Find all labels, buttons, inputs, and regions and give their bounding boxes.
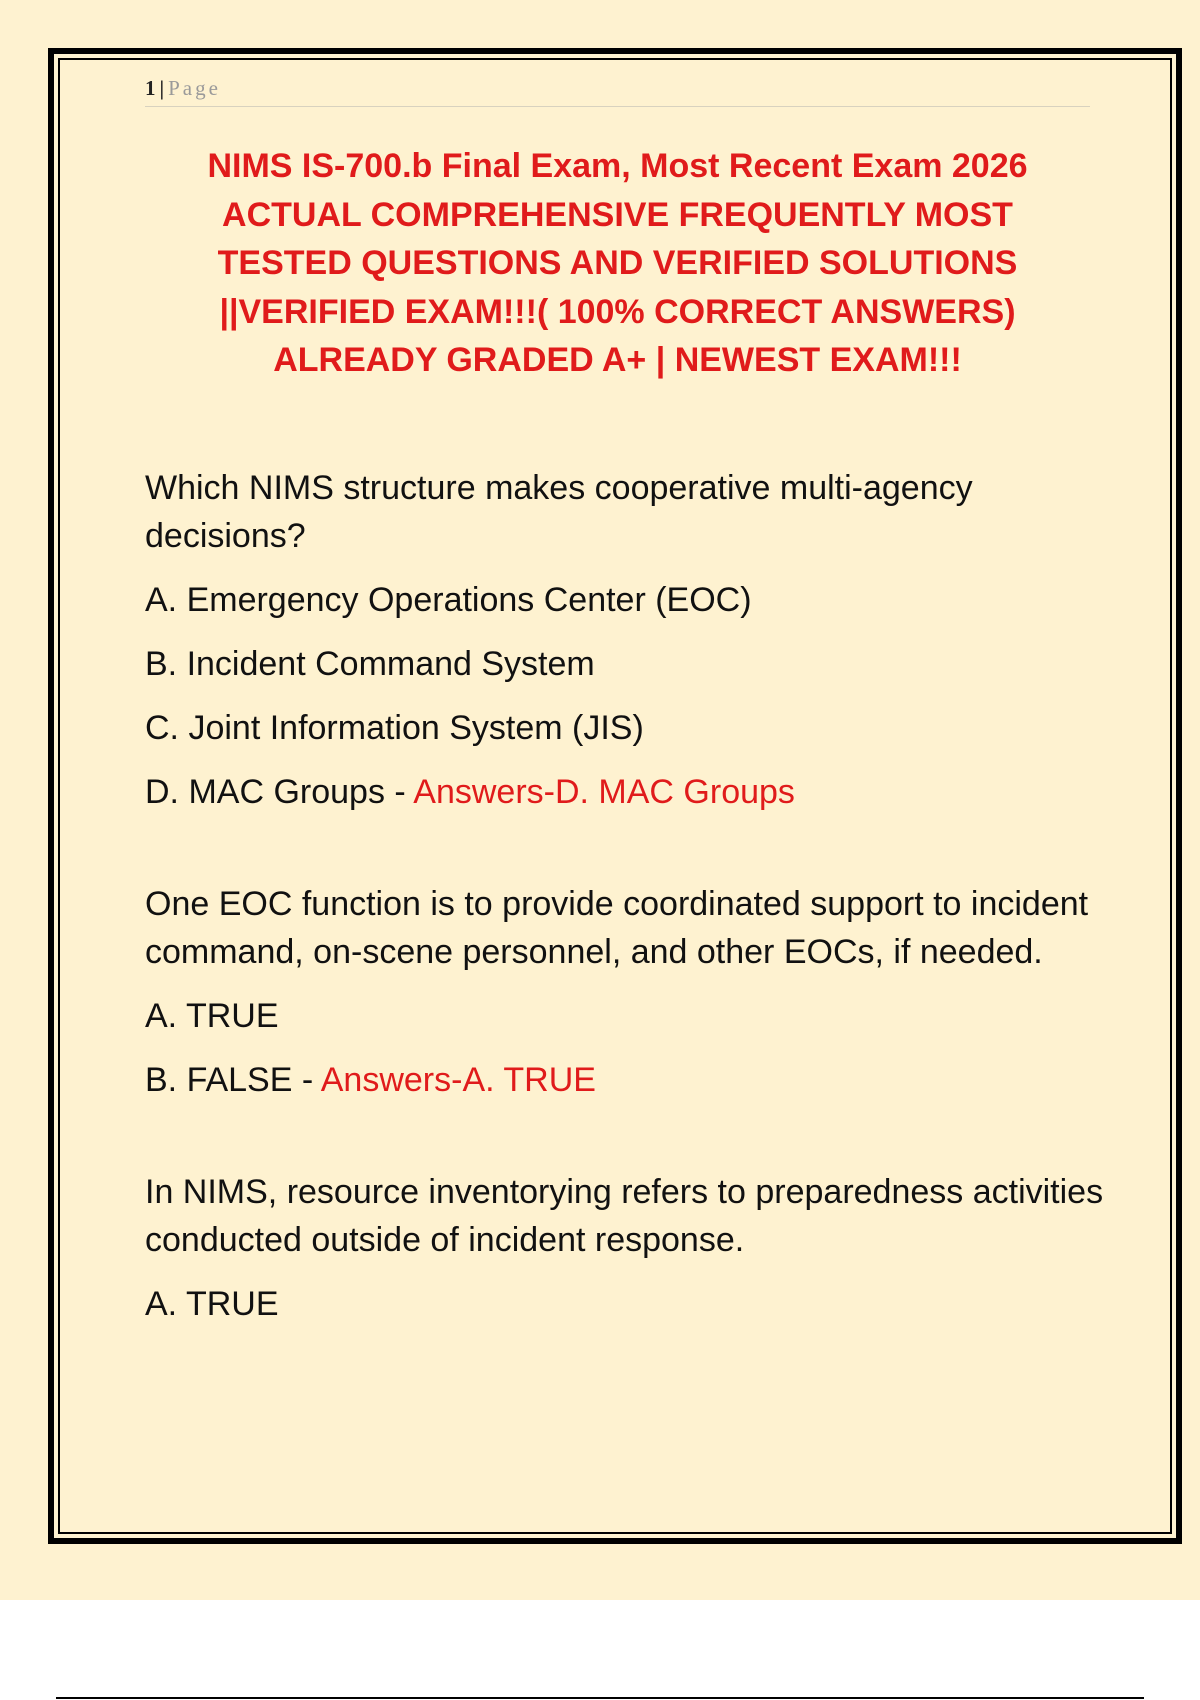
document-title <box>145 142 1090 385</box>
title-line: ||VERIFIED EXAM!!!( 100% CORRECT ANSWERS) <box>219 292 1016 331</box>
title-line: ACTUAL COMPREHENSIVE FREQUENTLY MOST <box>222 195 1013 234</box>
option-with-answer <box>145 768 1105 816</box>
option: A. Emergency Operations Center (EOC) <box>145 581 752 619</box>
option-label: B. FALSE - <box>145 1061 321 1099</box>
option: A. TRUE <box>145 997 279 1035</box>
answer-text: Answers-A. TRUE <box>320 1061 596 1099</box>
question-list <box>145 464 1105 1392</box>
option-with-answer <box>145 1056 1105 1104</box>
page-header <box>145 74 1090 107</box>
answer-text: Answers-D. MAC Groups <box>413 773 795 811</box>
question-text: One EOC function is to provide coordinated support to incident command, on-scene personnel, and other EOCs, if needed. <box>145 885 1089 971</box>
option: C. Joint Information System (JIS) <box>145 709 644 747</box>
title-line: NIMS IS-700.b Final Exam, Most Recent Exam 2026 <box>207 147 1028 185</box>
option: A. TRUE <box>145 1285 279 1323</box>
option: B. Incident Command System <box>145 645 595 683</box>
footer-divider <box>56 1697 1144 1699</box>
title-line: ALREADY GRADED A+ | NEWEST EXAM!!! <box>273 341 962 379</box>
page-number: 1 <box>145 76 156 100</box>
question-text: Which NIMS structure makes cooperative multi-agency decisions? <box>145 469 973 555</box>
question-block <box>145 880 1105 1104</box>
question-text: In NIMS, resource inventorying refers to preparedness activities conducted outside of incident response. <box>145 1173 1104 1259</box>
option-label: D. MAC Groups - <box>145 773 414 811</box>
page-separator: | <box>159 76 165 100</box>
question-block <box>145 464 1105 816</box>
title-line: TESTED QUESTIONS AND VERIFIED SOLUTIONS <box>217 244 1018 282</box>
question-block <box>145 1168 1105 1328</box>
page-label: Page <box>168 76 221 100</box>
